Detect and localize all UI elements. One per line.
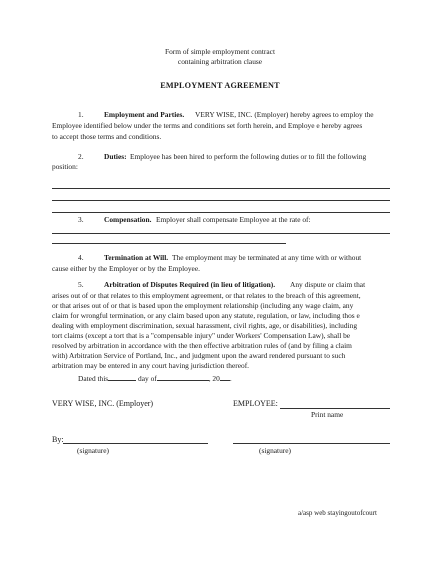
section-2-line-1: Employee has been hired to perform the following duties or to fill the following (130, 152, 367, 161)
compensation-blank-line-1[interactable] (52, 233, 390, 234)
section-4-line-1: The employment may be terminated at any time with or without (172, 253, 362, 262)
section-5-line-6: tort claims (except a tort that is a "compensable injury" under Workers' Compensation Law), shall be (52, 331, 351, 340)
month-blank[interactable] (157, 372, 209, 381)
section-5-number: 5. (78, 280, 84, 289)
duties-blank-line-3[interactable] (52, 212, 390, 213)
compensation-blank-line-2[interactable] (52, 243, 286, 244)
section-2-heading: Duties: (104, 152, 127, 161)
document-title: EMPLOYMENT AGREEMENT (160, 81, 280, 90)
section-3-number: 3. (78, 215, 84, 224)
section-4-line-2: cause either by the Employer or by the Employee. (52, 264, 200, 273)
section-3-line-1: Employer shall compensate Employee at the rate of: (156, 215, 311, 224)
form-description-line-1: Form of simple employment contract (164, 47, 275, 56)
dated-line (78, 372, 232, 384)
dated-prefix: Dated this (78, 374, 109, 383)
section-1-heading: Employment and Parties. (104, 110, 185, 119)
section-2-line-2: position: (52, 162, 78, 171)
employee-label: EMPLOYEE: (233, 399, 278, 408)
duties-blank-line-1[interactable] (52, 188, 390, 189)
employee-signature-caption: (signature) (259, 446, 292, 455)
duties-blank-line-2[interactable] (52, 200, 390, 201)
by-label: By: (52, 435, 64, 444)
section-5-line-5: dealing with employment discrimination, sexual harassment, civil rights, age, or disabilities), including (52, 321, 358, 330)
section-1-line-3: to accept those terms and conditions. (52, 132, 162, 141)
employee-signature-line[interactable] (233, 443, 390, 444)
section-5-heading: Arbitration of Disputes Required (in lieu of litigation). (104, 280, 276, 289)
dated-day-of: day of (138, 374, 157, 383)
section-5-line-4: claim for wrongful termination, or any claim based upon any statute, regulation, or law, including thos e (52, 311, 360, 320)
employee-print-name-line[interactable] (280, 408, 390, 409)
dated-year-prefix: , 20 (208, 374, 220, 383)
section-4-number: 4. (78, 253, 84, 262)
section-5-line-8: with) Arbitration Service of Portland, Inc., and judgment upon the award rendered pursuant to such (52, 351, 346, 360)
section-1-line-2: Employee identified below under the terms and conditions set forth herein, and Employe e hereby agrees (52, 121, 363, 130)
section-4-heading: Termination at Will. (104, 253, 169, 262)
employer-name: VERY WISE, INC. (Employer) (52, 399, 154, 408)
section-1-line-1: VERY WISE, INC. (Employer) hereby agrees to employ the (195, 110, 374, 119)
section-5-line-3: or that arises out of or that is based upon the employment relationship (including any wage claim, any (52, 301, 354, 310)
section-5-line-9: arbitration may be entered in any court having jurisdiction thereof. (52, 361, 250, 370)
section-3-heading: Compensation. (104, 215, 152, 224)
year-blank[interactable] (220, 372, 230, 381)
employer-signature-line[interactable] (63, 443, 208, 444)
section-5-line-7: resolved by arbitration in accordance with the then effective arbitration rules of (and by filing a claim (52, 341, 352, 350)
dated-end: . (229, 374, 232, 383)
section-2-number: 2. (78, 152, 84, 161)
section-1-number: 1. (78, 110, 84, 119)
section-5-line-1: Any dispute or claim that (290, 280, 366, 289)
print-name-caption: Print name (311, 410, 344, 419)
day-blank[interactable] (108, 372, 136, 381)
form-description-line-2: containing arbitration clause (177, 57, 263, 66)
section-5-line-2: arises out of or that relates to this employment agreement, or that relates to the breach of this agreement, (52, 291, 361, 300)
employer-signature-caption: (signature) (77, 446, 110, 455)
footer-note: a/asp web stayingoutofcourt (298, 509, 377, 517)
